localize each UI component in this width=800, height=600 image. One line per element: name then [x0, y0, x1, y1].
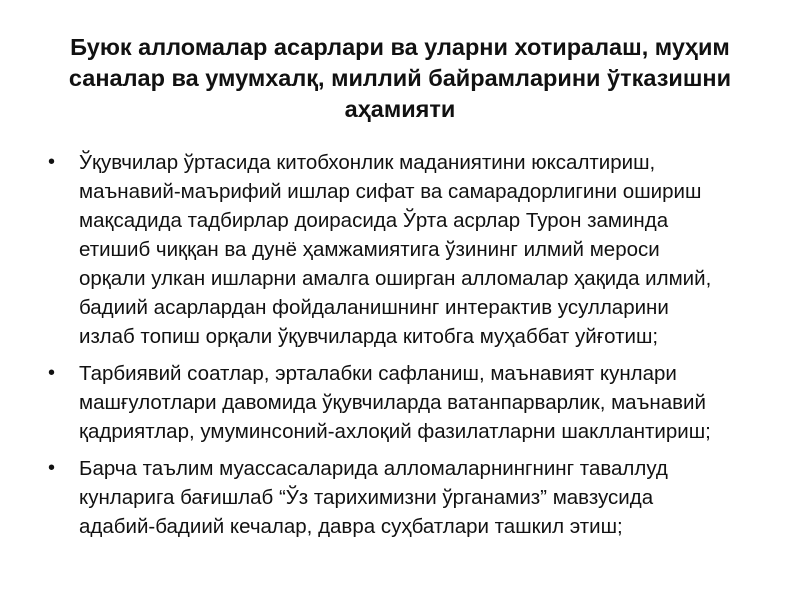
bullet-item [48, 148, 778, 351]
bullet-text-line: машғулотлари давомида ўқувчиларда ватанпарварлик, маънавий [79, 391, 706, 414]
slide-title-line: саналар ва умумхалқ, миллий байрамларини ўтказишни [68, 65, 732, 91]
bullet-text-line: кунларига бағишлаб “Ўз тарихимизни ўрганамиз” мавзусида [79, 486, 654, 509]
bullet-item [48, 454, 778, 541]
bullet-item [48, 359, 778, 446]
bullet-text-line: Тарбиявий соатлар, эрталабки сафланиш, маънавият кунлари [79, 362, 677, 385]
bullet-marker: • [48, 151, 56, 173]
bullet-text-line: орқали улкан ишларни амалга оширган алломалар ҳақида илмий, [79, 267, 712, 290]
bullet-text-line: излаб топиш орқали ўқувчиларда китобга муҳаббат уйғотиш; [79, 325, 659, 348]
bullet-list [48, 148, 778, 549]
bullet-text-line: Барча таълим муассасаларида алломаларнингнинг таваллуд [79, 457, 668, 480]
bullet-marker: • [48, 457, 56, 479]
bullet-text-line: Ўқувчилар ўртасида китобхонлик маданиятини юксалтириш, [79, 151, 656, 174]
bullet-text-line: маънавий-маърифий ишлар сифат ва самарадорлигини ошириш [79, 180, 702, 203]
bullet-marker: • [48, 362, 56, 384]
bullet-text-line: бадиий асарлардан фойдаланишнинг интерактив усулларини [79, 296, 669, 319]
bullet-text-line: мақсадида тадбирлар доирасида Ўрта асрлар Турон заминда [79, 209, 669, 232]
bullet-text-line: адабий-бадиий кечалар, давра суҳбатлари ташкил этиш; [79, 515, 623, 538]
bullet-text-line: қадриятлар, умуминсоний-ахлоқий фазилатларни шакллантириш; [79, 420, 711, 443]
slide-title-line: Буюк алломалар асарлари ва уларни хотиралаш, муҳим [70, 34, 730, 60]
slide-title [40, 32, 760, 125]
bullet-text-line: етишиб чиққан ва дунё ҳамжамиятига ўзининг илмий мероси [79, 238, 660, 261]
slide-title-line: аҳамияти [344, 96, 456, 122]
